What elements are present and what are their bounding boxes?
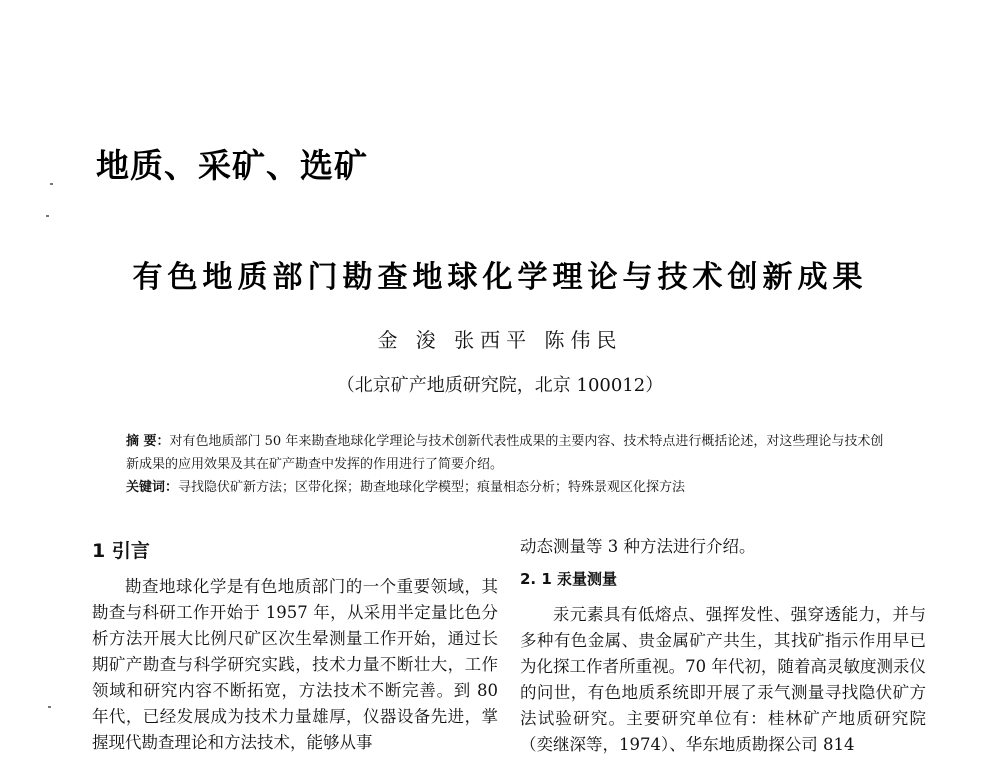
abstract-label: 摘 要： xyxy=(126,434,170,449)
section-heading-intro: 1 引言 xyxy=(92,540,150,562)
section-header: 地质、采矿、选矿 xyxy=(96,146,368,185)
subsection-heading: 2. 1 汞量测量 xyxy=(520,570,618,588)
scan-speck xyxy=(50,183,53,185)
keywords xyxy=(126,476,886,499)
abstract xyxy=(126,430,886,476)
intro-paragraph: 勘查地球化学是有色地质部门的一个重要领域，其勘查与科研工作开始于 1957 年，从采用半定量比色分析方法开展大比例尺矿区次生晕测量工作开始，通过长期矿产勘查与科学研究实践，技术力量不断壮大，工作领域和研究内容不断拓宽，方法技术不断完善。到 80 年代，已经发展成为技术力量雄厚，仪器设备先进，掌握现代勘查理论和方法技术，能够从事 xyxy=(92,577,498,752)
keywords-text: 寻找隐伏矿新方法；区带化探；勘查地球化学模型；痕量相态分析；特殊景观区化探方法 xyxy=(178,480,686,495)
authors: 金 浚 张西平 陈伟民 xyxy=(377,328,623,352)
left-column xyxy=(92,538,498,756)
right-column xyxy=(520,534,926,758)
abstract-text: 对有色地质部门 50 年来勘查地球化学理论与技术创新代表性成果的主要内容、技术特点进行概括论述，对这些理论与技术创新成果的应用效果及其在矿产勘查中发挥的作用进行了简要介绍。 xyxy=(126,434,884,472)
article-title: 有色地质部门勘查地球化学理论与技术创新成果 xyxy=(132,260,868,295)
scan-speck xyxy=(46,215,49,217)
scan-speck xyxy=(48,706,51,708)
mercury-paragraph: 汞元素具有低熔点、强挥发性、强穿透能力，并与多种有色金属、贵金属矿产共生，其找矿指示作用早已为化探工作者所重视。70 年代初，随着高灵敏度测汞仪的问世，有色地质系统即开展了汞气测量寻找隐伏矿方法试验研究。主要研究单位有：桂林矿产地质研究院（奕继深等，1974）、华东地质勘探公司 814 xyxy=(520,605,926,754)
affiliation: （北京矿产地质研究院，北京 100012） xyxy=(336,375,664,396)
keywords-label: 关键词： xyxy=(126,480,179,495)
continued-text: 动态测量等 3 种方法进行介绍。 xyxy=(520,537,756,556)
abstract-block xyxy=(126,430,886,499)
